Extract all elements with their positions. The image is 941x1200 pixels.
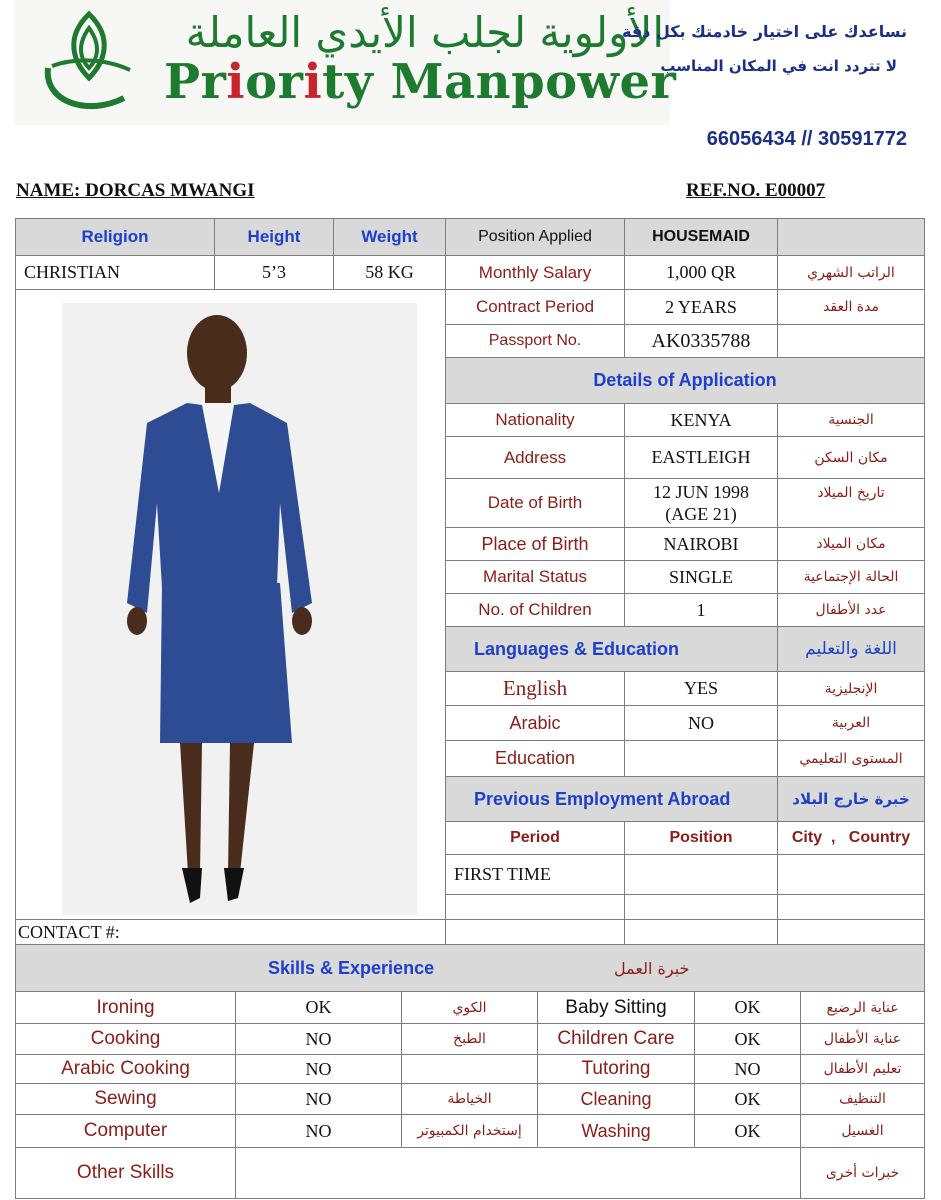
position-column-header: Position	[624, 821, 778, 855]
skill-baby-sitting-label: Baby Sitting	[537, 991, 695, 1024]
monthly-salary-ar: الراتب الشهري	[777, 255, 925, 290]
skill-computer-value: NO	[235, 1114, 402, 1148]
english-ar: الإنجليزية	[777, 671, 925, 706]
place-of-birth-ar: مكان الميلاد	[777, 527, 925, 561]
education-label: Education	[445, 740, 625, 777]
contract-period-label: Contract Period	[445, 289, 625, 325]
contact-empty-cell	[445, 919, 625, 945]
employment-empty-cell	[624, 894, 778, 920]
tagline-2: لا تتردد انت في المكان المناسب	[660, 57, 897, 75]
date-of-birth-ar: تاريخ الميلاد	[777, 478, 925, 528]
address-label: Address	[445, 436, 625, 479]
arabic-ar: العربية	[777, 705, 925, 741]
religion-value: CHRISTIAN	[15, 255, 215, 290]
skill-washing-ar: الغسيل	[800, 1114, 925, 1148]
skill-cleaning-ar: التنظيف	[800, 1083, 925, 1115]
skill-ironing-ar: الكوي	[401, 991, 538, 1024]
education-value	[624, 740, 778, 777]
contact-empty-cell	[624, 919, 778, 945]
height-header: Height	[214, 218, 334, 256]
marital-status-ar: الحالة الإجتماعية	[777, 560, 925, 594]
skill-tutoring-value: NO	[694, 1054, 801, 1084]
contact-empty-cell	[777, 919, 925, 945]
skill-baby-sitting-ar: عناية الرضيع	[800, 991, 925, 1024]
passport-value: AK0335788	[624, 324, 778, 358]
empty-cell	[777, 324, 925, 358]
contact-label: CONTACT #:	[15, 919, 446, 945]
dob-age: (AGE 21)	[665, 504, 737, 524]
skill-cooking-value: NO	[235, 1023, 402, 1055]
period-column-header: Period	[445, 821, 625, 855]
skill-arabic-cooking-value: NO	[235, 1054, 402, 1084]
monthly-salary-value: 1,000 QR	[624, 255, 778, 290]
other-skills-value	[235, 1147, 801, 1199]
skill-computer-label: Computer	[15, 1114, 236, 1148]
tagline-1: نساعدك على اختيار خادمتك بكل دقة	[622, 22, 907, 41]
arabic-label: Arabic	[445, 705, 625, 741]
nationality-ar: الجنسية	[777, 403, 925, 437]
skill-cleaning-value: OK	[694, 1083, 801, 1115]
children-label: No. of Children	[445, 593, 625, 627]
contract-period-ar: مدة العقد	[777, 289, 925, 325]
company-logo	[14, 0, 677, 125]
empty-cell	[777, 218, 925, 256]
skill-cooking-label: Cooking	[15, 1023, 236, 1055]
skill-sewing-ar: الخياطة	[401, 1083, 538, 1115]
weight-header: Weight	[333, 218, 446, 256]
phone-numbers: 66056434 // 30591772	[706, 128, 907, 150]
languages-education-ar: اللغة والتعليم	[777, 626, 925, 672]
other-skills-ar: خبرات أخرى	[800, 1147, 925, 1199]
date-of-birth-label: Date of Birth	[445, 478, 625, 528]
skill-sewing-label: Sewing	[15, 1083, 236, 1115]
skill-children-care-value: OK	[694, 1023, 801, 1055]
skills-experience-header	[15, 944, 925, 992]
employment-position-cell	[624, 854, 778, 895]
skill-computer-ar: إستخدام الكمبيوتر	[401, 1114, 538, 1148]
position-applied-value: HOUSEMAID	[624, 218, 778, 256]
skills-experience-ar: خبرة العمل	[614, 958, 690, 978]
employment-empty-cell	[445, 894, 625, 920]
place-of-birth-label: Place of Birth	[445, 527, 625, 561]
skill-children-care-ar: عناية الأطفال	[800, 1023, 925, 1055]
employment-period-cell: FIRST TIME	[445, 854, 625, 895]
contract-period-value: 2 YEARS	[624, 289, 778, 325]
nationality-value: KENYA	[624, 403, 778, 437]
other-skills-label: Other Skills	[15, 1147, 236, 1199]
religion-header: Religion	[15, 218, 215, 256]
logo-english-text: Priority Manpower	[164, 54, 677, 110]
skills-experience-title: Skills & Experience	[268, 957, 435, 978]
date-of-birth-value	[624, 478, 778, 528]
skill-children-care-label: Children Care	[537, 1023, 695, 1055]
children-ar: عدد الأطفال	[777, 593, 925, 627]
skill-washing-value: OK	[694, 1114, 801, 1148]
passport-label: Passport No.	[445, 324, 625, 358]
skill-cooking-ar: الطبخ	[401, 1023, 538, 1055]
address-value: EASTLEIGH	[624, 436, 778, 479]
skill-sewing-value: NO	[235, 1083, 402, 1115]
candidate-photo-image	[62, 303, 417, 915]
city-country-column-header: City , Country	[777, 821, 925, 855]
previous-employment-header: Previous Employment Abroad	[445, 776, 778, 822]
logo-arabic-text: الأولوية لجلب الأيدي العاملة	[185, 8, 664, 57]
arabic-value: NO	[624, 705, 778, 741]
position-applied-label: Position Applied	[445, 218, 625, 256]
skill-baby-sitting-value: OK	[694, 991, 801, 1024]
skill-tutoring-label: Tutoring	[537, 1054, 695, 1084]
skill-tutoring-ar: تعليم الأطفال	[800, 1054, 925, 1084]
education-ar: المستوى التعليمي	[777, 740, 925, 777]
reference-number: REF.NO. E00007	[686, 180, 826, 201]
details-of-application-header: Details of Application	[445, 357, 925, 404]
children-value: 1	[624, 593, 778, 627]
skill-arabic-cooking-label: Arabic Cooking	[15, 1054, 236, 1084]
employment-city-cell	[777, 854, 925, 895]
skill-cleaning-label: Cleaning	[537, 1083, 695, 1115]
logo-emblem-icon	[34, 8, 144, 118]
monthly-salary-label: Monthly Salary	[445, 255, 625, 290]
employment-empty-cell	[777, 894, 925, 920]
skill-ironing-value: OK	[235, 991, 402, 1024]
candidate-name: NAME: DORCAS MWANGI	[16, 180, 255, 201]
previous-employment-ar: خبرة خارج البلاد	[777, 776, 925, 822]
skill-arabic-cooking-ar	[401, 1054, 538, 1084]
skill-washing-label: Washing	[537, 1114, 695, 1148]
dob-date: 12 JUN 1998	[652, 482, 749, 502]
english-label: English	[445, 671, 625, 706]
english-value: YES	[624, 671, 778, 706]
marital-status-label: Marital Status	[445, 560, 625, 594]
height-value: 5’3	[214, 255, 334, 290]
marital-status-value: SINGLE	[624, 560, 778, 594]
nationality-label: Nationality	[445, 403, 625, 437]
weight-value: 58 KG	[333, 255, 446, 290]
skill-ironing-label: Ironing	[15, 991, 236, 1024]
candidate-photo	[62, 303, 417, 915]
address-ar: مكان السكن	[777, 436, 925, 479]
languages-education-header: Languages & Education	[445, 626, 778, 672]
place-of-birth-value: NAIROBI	[624, 527, 778, 561]
